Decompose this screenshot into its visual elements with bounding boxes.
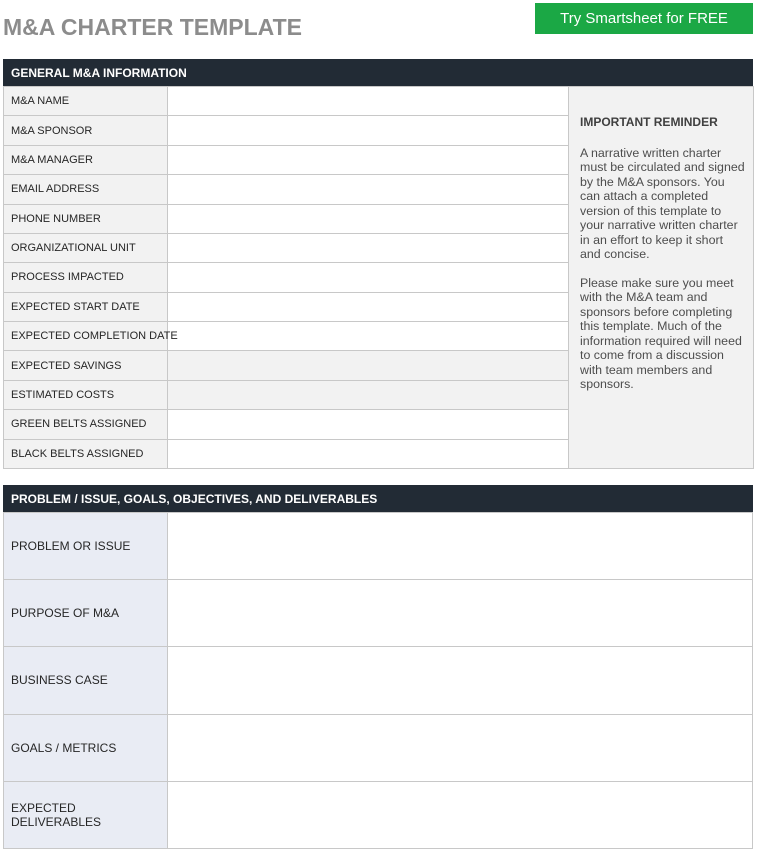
field-label-phone-number: PHONE NUMBER — [4, 204, 168, 233]
organizational-unit-input[interactable] — [168, 233, 569, 262]
field-label-green-belts-assigned: GREEN BELTS ASSIGNED — [4, 410, 168, 439]
black-belts-assigned-input[interactable] — [168, 439, 569, 468]
field-label-ma-manager: M&A MANAGER — [4, 145, 168, 174]
field-label-organizational-unit: ORGANIZATIONAL UNIT — [4, 233, 168, 262]
problem-table — [3, 512, 753, 849]
expected-deliverables-input[interactable] — [168, 781, 753, 848]
reminder-paragraph-2: Please make sure you meet with the M&A team and sponsors before completing this template. Much of the information required will need to come from a discussion with team members and sponsors. — [580, 275, 742, 391]
expected-completion-date-input[interactable] — [168, 322, 569, 351]
reminder-title: IMPORTANT REMINDER — [580, 115, 718, 129]
general-info-table — [3, 86, 754, 469]
field-label-expected-start-date: EXPECTED START DATE — [4, 292, 168, 321]
business-case-input[interactable] — [168, 647, 753, 714]
table-row — [4, 513, 753, 580]
field-label-business-case: BUSINESS CASE — [4, 647, 168, 714]
expected-savings-input[interactable] — [168, 351, 569, 380]
table-row — [4, 781, 753, 848]
ma-name-input[interactable] — [168, 87, 569, 116]
page-title: M&A CHARTER TEMPLATE — [3, 14, 302, 40]
table-row — [4, 714, 753, 781]
email-address-input[interactable] — [168, 175, 569, 204]
general-info-header: GENERAL M&A INFORMATION — [3, 59, 753, 86]
ma-manager-input[interactable] — [168, 145, 569, 174]
table-row — [4, 580, 753, 647]
field-label-expected-savings: EXPECTED SAVINGS — [4, 351, 168, 380]
try-smartsheet-button[interactable]: Try Smartsheet for FREE — [535, 3, 753, 34]
important-reminder-panel — [569, 87, 754, 469]
field-label-email-address: EMAIL ADDRESS — [4, 175, 168, 204]
field-label-expected-deliverables: EXPECTED DELIVERABLES — [4, 781, 168, 848]
problem-section-header: PROBLEM / ISSUE, GOALS, OBJECTIVES, AND DELIVERABLES — [3, 485, 753, 512]
ma-sponsor-input[interactable] — [168, 116, 569, 145]
field-label-estimated-costs: ESTIMATED COSTS — [4, 380, 168, 409]
field-label-ma-name: M&A NAME — [4, 87, 168, 116]
field-label-process-impacted: PROCESS IMPACTED — [4, 263, 168, 292]
process-impacted-input[interactable] — [168, 263, 569, 292]
purpose-of-ma-input[interactable] — [168, 580, 753, 647]
field-label-goals-metrics: GOALS / METRICS — [4, 714, 168, 781]
field-label-problem-or-issue: PROBLEM OR ISSUE — [4, 513, 168, 580]
table-row — [4, 87, 754, 116]
estimated-costs-input[interactable] — [168, 380, 569, 409]
green-belts-assigned-input[interactable] — [168, 410, 569, 439]
phone-number-input[interactable] — [168, 204, 569, 233]
goals-metrics-input[interactable] — [168, 714, 753, 781]
field-label-expected-completion-date: EXPECTED COMPLETION DATE — [4, 322, 168, 351]
problem-or-issue-input[interactable] — [168, 513, 753, 580]
reminder-paragraph-1: A narrative written charter must be circulated and signed by the M&A sponsors. You can attach a completed version of this template to your narrative written charter in an effort to keep it short and concise. — [580, 145, 745, 261]
field-label-purpose-of-ma: PURPOSE OF M&A — [4, 580, 168, 647]
field-label-ma-sponsor: M&A SPONSOR — [4, 116, 168, 145]
table-row — [4, 647, 753, 714]
expected-start-date-input[interactable] — [168, 292, 569, 321]
field-label-black-belts-assigned: BLACK BELTS ASSIGNED — [4, 439, 168, 468]
